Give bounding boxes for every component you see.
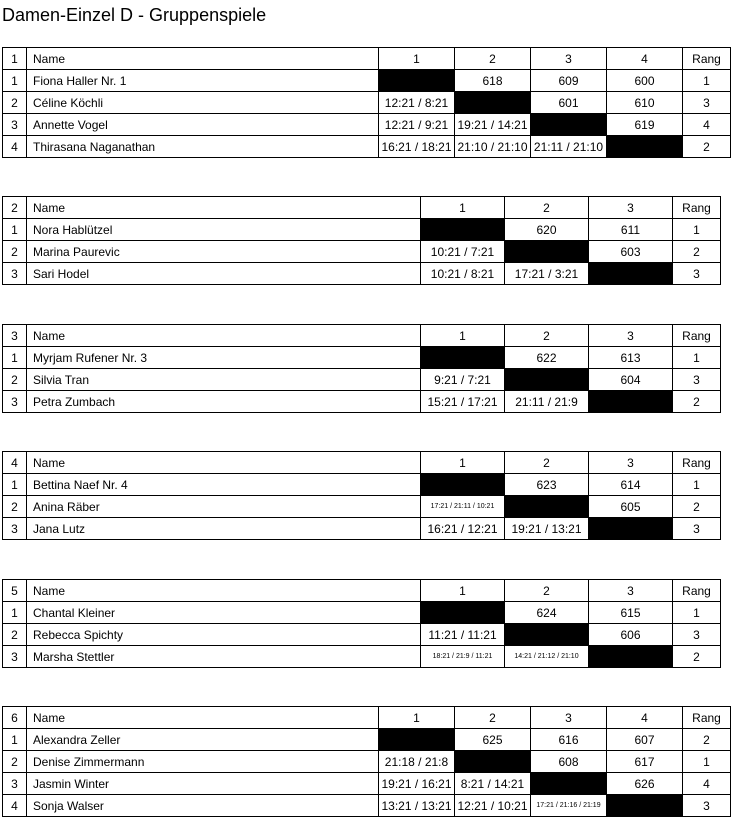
player-name: Marsha Stettler (27, 646, 421, 668)
match-result-cell: 607 (607, 729, 683, 751)
match-result-cell: 626 (607, 773, 683, 795)
self-match-blackout (505, 624, 589, 646)
group-number: 2 (3, 197, 27, 219)
player-name: Anina Räber (27, 496, 421, 518)
player-name: Chantal Kleiner (27, 602, 421, 624)
self-match-blackout (589, 646, 673, 668)
self-match-blackout (421, 474, 505, 496)
player-position: 1 (3, 602, 27, 624)
player-name: Céline Köchli (27, 92, 379, 114)
self-match-blackout (505, 496, 589, 518)
match-result-cell: 608 (531, 751, 607, 773)
match-result-cell: 21:11 / 21:10 (531, 136, 607, 158)
table-row (3, 241, 721, 263)
name-header: Name (27, 48, 379, 70)
opponent-column-header: 2 (505, 452, 589, 474)
group-table-1 (2, 47, 731, 158)
match-result-cell: 615 (589, 602, 673, 624)
match-result-cell: 616 (531, 729, 607, 751)
rank-header: Rang (673, 580, 721, 602)
self-match-blackout (379, 729, 455, 751)
opponent-column-header: 2 (505, 325, 589, 347)
player-name: Rebecca Spichty (27, 624, 421, 646)
self-match-blackout (531, 773, 607, 795)
match-result-cell: 613 (589, 347, 673, 369)
group-table-6 (2, 706, 731, 817)
match-result-cell: 18:21 / 21:9 / 11:21 (421, 646, 505, 668)
player-rank: 1 (673, 347, 721, 369)
player-rank: 1 (683, 751, 731, 773)
player-position: 4 (3, 795, 27, 817)
match-result-cell: 19:21 / 13:21 (505, 518, 589, 540)
match-result-cell: 17:21 / 21:16 / 21:19 (531, 795, 607, 817)
group-header-row (3, 197, 721, 219)
player-name: Marina Paurevic (27, 241, 421, 263)
match-result-cell: 605 (589, 496, 673, 518)
group-header-row (3, 580, 721, 602)
player-rank: 3 (683, 92, 731, 114)
player-rank: 3 (673, 624, 721, 646)
group-table-3 (2, 324, 721, 413)
match-result-cell: 19:21 / 16:21 (379, 773, 455, 795)
player-position: 1 (3, 474, 27, 496)
match-result-cell: 600 (607, 70, 683, 92)
match-result-cell: 21:11 / 21:9 (505, 391, 589, 413)
opponent-column-header: 4 (607, 48, 683, 70)
player-rank: 2 (673, 646, 721, 668)
table-row (3, 729, 731, 751)
self-match-blackout (505, 369, 589, 391)
match-result-cell: 16:21 / 18:21 (379, 136, 455, 158)
table-row (3, 114, 731, 136)
match-result-cell: 10:21 / 8:21 (421, 263, 505, 285)
player-position: 2 (3, 751, 27, 773)
opponent-column-header: 1 (421, 325, 505, 347)
match-result-cell: 16:21 / 12:21 (421, 518, 505, 540)
player-name: Annette Vogel (27, 114, 379, 136)
player-rank: 1 (683, 70, 731, 92)
match-result-cell: 19:21 / 14:21 (455, 114, 531, 136)
player-name: Fiona Haller Nr. 1 (27, 70, 379, 92)
player-name: Nora Hablützel (27, 219, 421, 241)
player-position: 2 (3, 624, 27, 646)
table-row (3, 136, 731, 158)
player-name: Bettina Naef Nr. 4 (27, 474, 421, 496)
table-row (3, 624, 721, 646)
match-result-cell: 10:21 / 7:21 (421, 241, 505, 263)
match-result-cell: 14:21 / 21:12 / 21:10 (505, 646, 589, 668)
player-name: Jana Lutz (27, 518, 421, 540)
player-name: Sari Hodel (27, 263, 421, 285)
match-result-cell: 9:21 / 7:21 (421, 369, 505, 391)
match-result-cell: 609 (531, 70, 607, 92)
table-row (3, 795, 731, 817)
player-position: 3 (3, 114, 27, 136)
player-rank: 3 (673, 263, 721, 285)
match-result-cell: 617 (607, 751, 683, 773)
player-name: Thirasana Naganathan (27, 136, 379, 158)
table-row (3, 646, 721, 668)
player-name: Jasmin Winter (27, 773, 379, 795)
opponent-column-header: 3 (531, 48, 607, 70)
match-result-cell: 620 (505, 219, 589, 241)
rank-header: Rang (673, 452, 721, 474)
match-result-cell: 601 (531, 92, 607, 114)
name-header: Name (27, 580, 421, 602)
self-match-blackout (589, 263, 673, 285)
player-position: 2 (3, 496, 27, 518)
self-match-blackout (589, 391, 673, 413)
group-header-row (3, 707, 731, 729)
player-position: 4 (3, 136, 27, 158)
match-result-cell: 21:10 / 21:10 (455, 136, 531, 158)
table-row (3, 70, 731, 92)
player-name: Denise Zimmermann (27, 751, 379, 773)
player-rank: 1 (673, 474, 721, 496)
table-row (3, 263, 721, 285)
opponent-column-header: 3 (531, 707, 607, 729)
match-result-cell: 21:18 / 21:8 (379, 751, 455, 773)
opponent-column-header: 1 (421, 580, 505, 602)
opponent-column-header: 2 (455, 48, 531, 70)
rank-header: Rang (673, 325, 721, 347)
self-match-blackout (505, 241, 589, 263)
player-position: 2 (3, 92, 27, 114)
player-rank: 4 (683, 114, 731, 136)
match-result-cell: 11:21 / 11:21 (421, 624, 505, 646)
player-position: 3 (3, 263, 27, 285)
match-result-cell: 606 (589, 624, 673, 646)
match-result-cell: 611 (589, 219, 673, 241)
group-number: 3 (3, 325, 27, 347)
table-row (3, 347, 721, 369)
player-rank: 2 (683, 729, 731, 751)
opponent-column-header: 1 (421, 197, 505, 219)
match-result-cell: 8:21 / 14:21 (455, 773, 531, 795)
self-match-blackout (421, 347, 505, 369)
match-result-cell: 12:21 / 9:21 (379, 114, 455, 136)
table-row (3, 751, 731, 773)
self-match-blackout (607, 136, 683, 158)
player-position: 3 (3, 773, 27, 795)
player-name: Alexandra Zeller (27, 729, 379, 751)
player-position: 1 (3, 70, 27, 92)
match-result-cell: 15:21 / 17:21 (421, 391, 505, 413)
match-result-cell: 603 (589, 241, 673, 263)
self-match-blackout (589, 518, 673, 540)
player-rank: 2 (673, 391, 721, 413)
opponent-column-header: 4 (607, 707, 683, 729)
player-position: 2 (3, 369, 27, 391)
table-row (3, 369, 721, 391)
self-match-blackout (455, 92, 531, 114)
name-header: Name (27, 197, 421, 219)
match-result-cell: 17:21 / 21:11 / 10:21 (421, 496, 505, 518)
table-row (3, 474, 721, 496)
rank-header: Rang (683, 707, 731, 729)
match-result-cell: 13:21 / 13:21 (379, 795, 455, 817)
player-position: 3 (3, 391, 27, 413)
opponent-column-header: 1 (421, 452, 505, 474)
match-result-cell: 17:21 / 3:21 (505, 263, 589, 285)
group-number: 4 (3, 452, 27, 474)
match-result-cell: 614 (589, 474, 673, 496)
name-header: Name (27, 325, 421, 347)
page-title: Damen-Einzel D - Gruppenspiele (2, 5, 267, 25)
match-result-cell: 623 (505, 474, 589, 496)
player-name: Myrjam Rufener Nr. 3 (27, 347, 421, 369)
opponent-column-header: 3 (589, 580, 673, 602)
opponent-column-header: 1 (379, 48, 455, 70)
table-row (3, 92, 731, 114)
player-name: Sonja Walser (27, 795, 379, 817)
group-number: 5 (3, 580, 27, 602)
self-match-blackout (455, 751, 531, 773)
player-rank: 3 (673, 518, 721, 540)
player-rank: 2 (673, 241, 721, 263)
match-result-cell: 618 (455, 70, 531, 92)
player-position: 1 (3, 219, 27, 241)
table-row (3, 773, 731, 795)
group-table-2 (2, 196, 721, 285)
opponent-column-header: 1 (379, 707, 455, 729)
group-table-4 (2, 451, 721, 540)
player-name: Silvia Tran (27, 369, 421, 391)
group-number: 6 (3, 707, 27, 729)
self-match-blackout (379, 70, 455, 92)
player-position: 3 (3, 646, 27, 668)
match-result-cell: 610 (607, 92, 683, 114)
player-rank: 3 (683, 795, 731, 817)
group-header-row (3, 452, 721, 474)
match-result-cell: 619 (607, 114, 683, 136)
player-rank: 3 (673, 369, 721, 391)
opponent-column-header: 2 (455, 707, 531, 729)
opponent-column-header: 2 (505, 197, 589, 219)
opponent-column-header: 3 (589, 325, 673, 347)
self-match-blackout (421, 219, 505, 241)
match-result-cell: 624 (505, 602, 589, 624)
player-position: 3 (3, 518, 27, 540)
player-position: 2 (3, 241, 27, 263)
opponent-column-header: 2 (505, 580, 589, 602)
self-match-blackout (607, 795, 683, 817)
player-name: Petra Zumbach (27, 391, 421, 413)
self-match-blackout (421, 602, 505, 624)
player-rank: 2 (673, 496, 721, 518)
group-header-row (3, 48, 731, 70)
match-result-cell: 12:21 / 10:21 (455, 795, 531, 817)
table-row (3, 518, 721, 540)
player-position: 1 (3, 347, 27, 369)
group-header-row (3, 325, 721, 347)
name-header: Name (27, 452, 421, 474)
match-result-cell: 625 (455, 729, 531, 751)
match-result-cell: 12:21 / 8:21 (379, 92, 455, 114)
rank-header: Rang (683, 48, 731, 70)
group-table-5 (2, 579, 721, 668)
match-result-cell: 622 (505, 347, 589, 369)
self-match-blackout (531, 114, 607, 136)
opponent-column-header: 3 (589, 197, 673, 219)
player-rank: 2 (683, 136, 731, 158)
group-number: 1 (3, 48, 27, 70)
player-rank: 4 (683, 773, 731, 795)
name-header: Name (27, 707, 379, 729)
rank-header: Rang (673, 197, 721, 219)
table-row (3, 219, 721, 241)
opponent-column-header: 3 (589, 452, 673, 474)
player-position: 1 (3, 729, 27, 751)
table-row (3, 391, 721, 413)
match-result-cell: 604 (589, 369, 673, 391)
table-row (3, 602, 721, 624)
player-rank: 1 (673, 219, 721, 241)
player-rank: 1 (673, 602, 721, 624)
table-row (3, 496, 721, 518)
